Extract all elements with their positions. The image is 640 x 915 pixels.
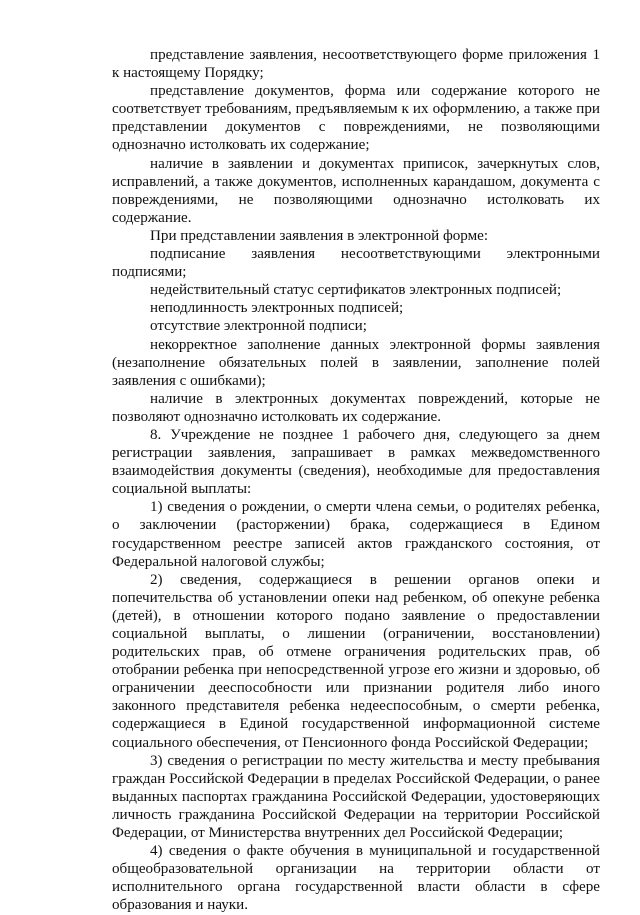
paragraph-form-errors: некорректное заполнение данных электронной формы заявления (незаполнение обязательных полей в заявлении, заполнение полей заявления с ошибками); xyxy=(112,336,600,389)
paragraph-electronic-form-heading: При представлении заявления в электронной форме: xyxy=(150,227,489,244)
paragraph-no-signature: отсутствие электронной подписи; xyxy=(150,318,367,335)
paragraph-item-8: 8. Учреждение не позднее 1 рабочего дня, следующего за днем регистрации заявления, запрашивает в рамках межведомственного взаимодействия документы (сведения), необходимые для предоставления социальной выплаты: xyxy=(112,426,600,498)
paragraph-subitem-2: 2) сведения, содержащиеся в решении органов опеки и попечительства об установлении опеки над ребенком, об опекуне ребенка (детей), в отношении которого подано заявление о предоставлении социальной выплаты, о лишении (ограничении, восстановлении) родительских прав, об отмене ограничения родительских прав, об отобрании ребенка при непосредственной угрозе его жизни и здоровью, об ограничении дееспособности или признании родителя либо иного законного представителя ребенка недееспособным, о смерти ребенка, содержащиеся в Единой государственной информационной системе социального обеспечения, от Пенсионного фонда Российской Федерации; xyxy=(112,571,600,751)
paragraph-subitem-4: 4) сведения о факте обучения в муниципальной и государственной общеобразовательной организации на территории области от исполнительного органа государственной власти области в сфере образования и науки. xyxy=(112,843,600,914)
paragraph-signature-mismatch: подписание заявления несоответствующими электронными подписями; xyxy=(112,246,600,281)
document-body xyxy=(112,46,600,915)
paragraph-form-mismatch: представление заявления, несоответствующего форме приложения 1 к настоящему Порядку; xyxy=(112,47,600,82)
paragraph-certificate-status: недействительный статус сертификатов электронных подписей; xyxy=(150,282,562,299)
paragraph-documents-requirements: представление документов, форма или содержание которого не соответствует требованиям, предъявляемым к их оформлению, а также при представлении документов с повреждениями, не позволяющими однозначно истолковать их содержание; xyxy=(112,83,600,154)
paragraph-subitem-3: 3) сведения о регистрации по месту жительства и месту пребывания граждан Российской Федерации в пределах Российской Федерации, о ранее выданных паспортах гражданина Российской Федерации, удостоверяющих личность гражданина Российской Федерации на территории Российской Федерации, от Министерства внутренних дел Российской Федерации; xyxy=(112,752,600,842)
paragraph-corrections: наличие в заявлении и документах приписок, зачеркнутых слов, исправлений, а также документов, исполненных карандашом, документа с повреждениями, не позволяющими однозначно истолковать их содержание. xyxy=(112,155,600,226)
paragraph-signature-authenticity: неподлинность электронных подписей; xyxy=(150,300,404,317)
paragraph-document-damage: наличие в электронных документах повреждений, которые не позволяют однозначно истолковать их содержание. xyxy=(112,390,600,425)
paragraph-subitem-1: 1) сведения о рождении, о смерти члена семьи, о родителях ребенка, о заключении (расторжении) брака, содержащиеся в Едином государственном реестре записей актов гражданского состояния, от Федеральной налоговой службы; xyxy=(112,499,600,570)
